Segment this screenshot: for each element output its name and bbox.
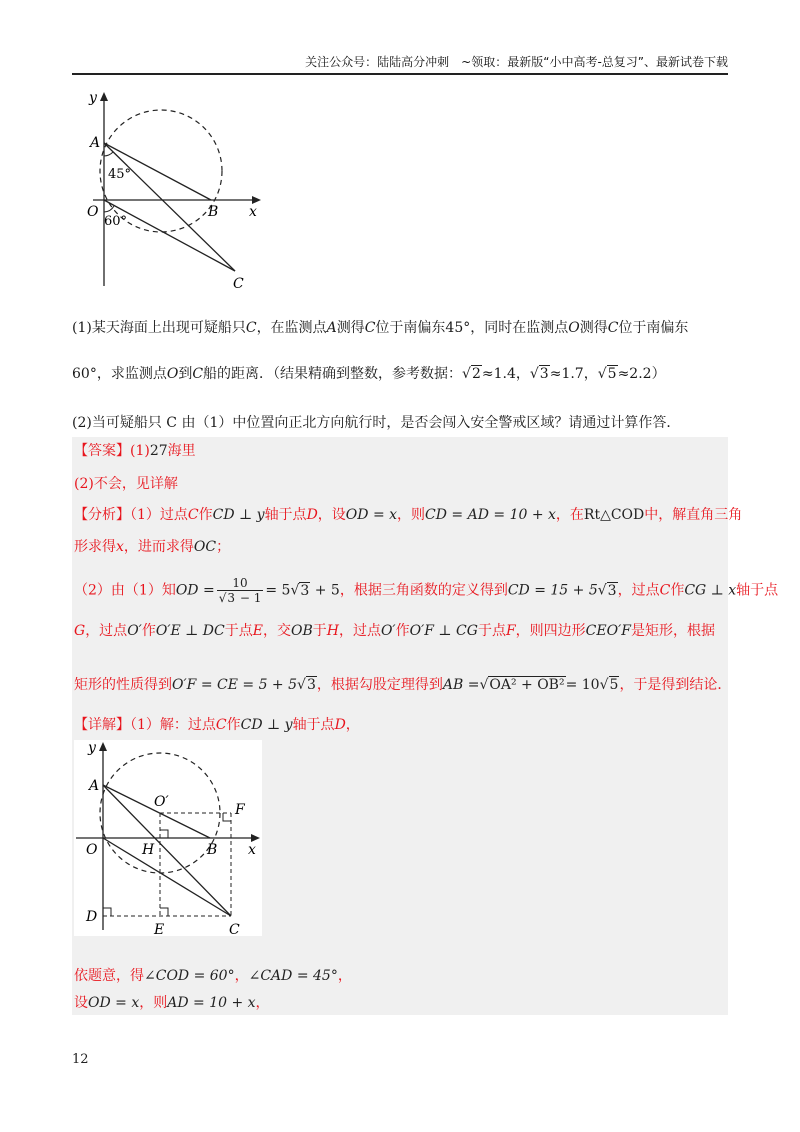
- right-angle-D: [103, 908, 111, 916]
- answer-line-2: (2)不会，见详解: [74, 476, 178, 492]
- label-O: O: [86, 842, 98, 858]
- x-axis-arrow: [251, 834, 260, 842]
- geometry-figure-1: [75, 88, 275, 293]
- page-header: 关注公众号：陆陆高分冲刺 ~领取：最新版“小中高考-总复习”、最新试卷下载: [72, 55, 728, 75]
- label-D: D: [86, 909, 98, 925]
- geometry-figure-2: [74, 740, 262, 936]
- label-E: E: [154, 922, 165, 936]
- right-angle-H: [160, 830, 168, 838]
- page-number: 12: [72, 1052, 89, 1067]
- right-angle-E: [160, 908, 168, 916]
- analysis-line-1: 【分析】（1）过点C作CD ⊥ y轴于点D，设OD = x，则CD = AD = 10 + x，在Rt△COD中，解直角三角: [74, 507, 743, 523]
- label-A: A: [90, 135, 101, 151]
- label-B: B: [207, 842, 218, 858]
- x-axis-arrow: [252, 196, 261, 204]
- label-y: y: [88, 740, 96, 756]
- detail-line-1: 【详解】（1）解：过点C作CD ⊥ y轴于点D，: [74, 717, 360, 733]
- right-angle-F: [223, 813, 231, 821]
- detail-line-2: 依题意，得∠COD = 60°，∠CAD = 45°，: [74, 968, 352, 984]
- label-x: x: [249, 204, 257, 220]
- question-1-line-2: 60°，求监测点O到C船的距离．（结果精确到整数，参考数据：√2≈1.4，√3≈1.7，√5≈2.2）: [72, 366, 666, 382]
- label-C: C: [233, 276, 244, 292]
- label-B: B: [208, 204, 219, 220]
- analysis-line-5: 矩形的性质得到O′F = CE = 5 + 5√3，根据勾股定理得到AB =√OA² + OB²= 10√5，于是得到结论．: [74, 677, 732, 693]
- detail-line-3: 设OD = x，则AD = 10 + x，: [74, 995, 270, 1011]
- label-x: x: [248, 842, 256, 858]
- y-axis-arrow: [99, 742, 107, 751]
- label-C: C: [229, 922, 240, 936]
- label-Oprime: O′: [154, 794, 169, 810]
- segment-AB: [103, 785, 210, 838]
- question-1-line-1: (1)某天海面上出现可疑船只C，在监测点A测得C位于南偏东45°，同时在监测点O测得C位于南偏东: [72, 320, 689, 336]
- question-2: (2)当可疑船只 C 由（1）中位置向正北方向航行时，是否会闯入安全警戒区域？请通过计算作答．: [72, 415, 681, 431]
- label-H: H: [142, 842, 155, 858]
- angle-45-arc: [104, 152, 113, 156]
- label-A: A: [89, 778, 100, 794]
- label-F: F: [235, 802, 245, 818]
- answer-line-1: 【答案】(1)27海里: [74, 443, 196, 459]
- label-O: O: [87, 204, 99, 220]
- analysis-line-2: 形求得x，进而求得OC；: [74, 539, 231, 555]
- label-45: 45°: [108, 167, 132, 182]
- label-y: y: [89, 90, 97, 106]
- angle-60-arc: [104, 206, 114, 212]
- analysis-line-3: （2）由（1）知OD = $\frac{10}{√3 - 1}$ = 5√3 + 5，根据三角函数的定义得到CD = 15 + 5√3，过点C作CG ⊥ x轴于点: [74, 576, 779, 605]
- label-60: 60°: [104, 214, 128, 229]
- y-axis-arrow: [100, 92, 108, 101]
- analysis-line-4: G，过点O′作O′E ⊥ DC于点E，交OB于H，过点O′作O′F ⊥ CG于点F，则四边形CEO′F是矩形，根据: [74, 623, 715, 639]
